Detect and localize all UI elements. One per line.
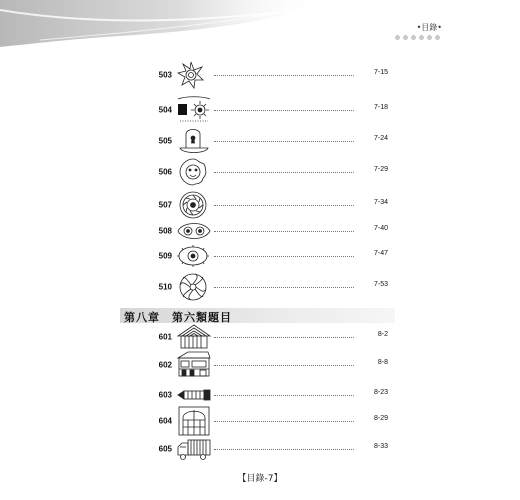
entry-number: 504 — [158, 105, 172, 115]
roof-house-icon — [176, 322, 212, 352]
entry-number: 510 — [158, 282, 172, 292]
dot-leader — [214, 337, 354, 338]
entry-number: 503 — [158, 70, 172, 80]
toc-entry-605[interactable] — [0, 434, 520, 464]
header-swoosh-decoration — [0, 0, 520, 48]
toc-entry-503[interactable] — [0, 60, 520, 90]
header-section-mark: •目錄• — [416, 23, 442, 32]
chapter-title: 第八章 第六類題目 — [124, 311, 232, 324]
header-dots-decoration — [395, 35, 440, 40]
entry-number: 508 — [158, 226, 172, 236]
entry-page: 8-23 — [373, 389, 388, 397]
entry-page: 7-53 — [373, 281, 388, 289]
dot-leader — [214, 365, 354, 366]
toc-entry-505[interactable] — [0, 126, 520, 156]
entry-number: 505 — [158, 136, 172, 146]
toc-entry-510[interactable] — [0, 272, 520, 302]
spiked-medallion-icon — [176, 241, 212, 271]
dot-leader — [214, 231, 354, 232]
truck-icon — [176, 434, 212, 464]
entry-number: 602 — [158, 360, 172, 370]
dot-leader — [214, 110, 354, 111]
arched-door-icon — [176, 406, 212, 436]
entry-page: 8-2 — [377, 331, 388, 339]
entry-number: 506 — [158, 167, 172, 177]
toc-entry-509[interactable] — [0, 241, 520, 271]
keyhole-lamp-icon — [176, 126, 212, 156]
entry-page: 8-33 — [373, 443, 388, 451]
dot-leader — [214, 141, 354, 142]
dot-leader — [214, 172, 354, 173]
toc-entry-604[interactable] — [0, 406, 520, 436]
flower-icon — [176, 60, 212, 90]
storefront-icon — [176, 350, 212, 380]
entry-number: 604 — [158, 416, 172, 426]
toc-entry-504[interactable] — [0, 95, 520, 125]
entry-page: 8-8 — [377, 359, 388, 367]
dot-leader — [214, 287, 354, 288]
sun-pendant-icon — [176, 95, 212, 125]
entry-page: 8-29 — [373, 415, 388, 423]
dot-leader — [214, 449, 354, 450]
dot-leader — [214, 75, 354, 76]
dot-leader — [214, 256, 354, 257]
entry-page: 7-15 — [373, 69, 388, 77]
chapter-heading[interactable] — [120, 308, 395, 323]
entry-page: 7-47 — [373, 250, 388, 258]
rosette-face-icon — [176, 157, 212, 187]
dot-leader — [214, 395, 354, 396]
entry-number: 603 — [158, 390, 172, 400]
entry-page: 7-34 — [373, 199, 388, 207]
entry-number: 601 — [158, 332, 172, 342]
dot-leader — [214, 421, 354, 422]
entry-page: 7-40 — [373, 225, 388, 233]
entry-page: 7-29 — [373, 166, 388, 174]
toc-entry-601[interactable] — [0, 322, 520, 352]
entry-number: 605 — [158, 444, 172, 454]
entry-number: 507 — [158, 200, 172, 210]
pinwheel-icon — [176, 272, 212, 302]
entry-number: 509 — [158, 251, 172, 261]
toc-entry-506[interactable] — [0, 157, 520, 187]
entry-page: 7-18 — [373, 104, 388, 112]
page-footer: 【目錄-7】 — [237, 474, 283, 484]
dot-leader — [214, 205, 354, 206]
entry-page: 7-24 — [373, 135, 388, 143]
toc-entry-602[interactable] — [0, 350, 520, 380]
